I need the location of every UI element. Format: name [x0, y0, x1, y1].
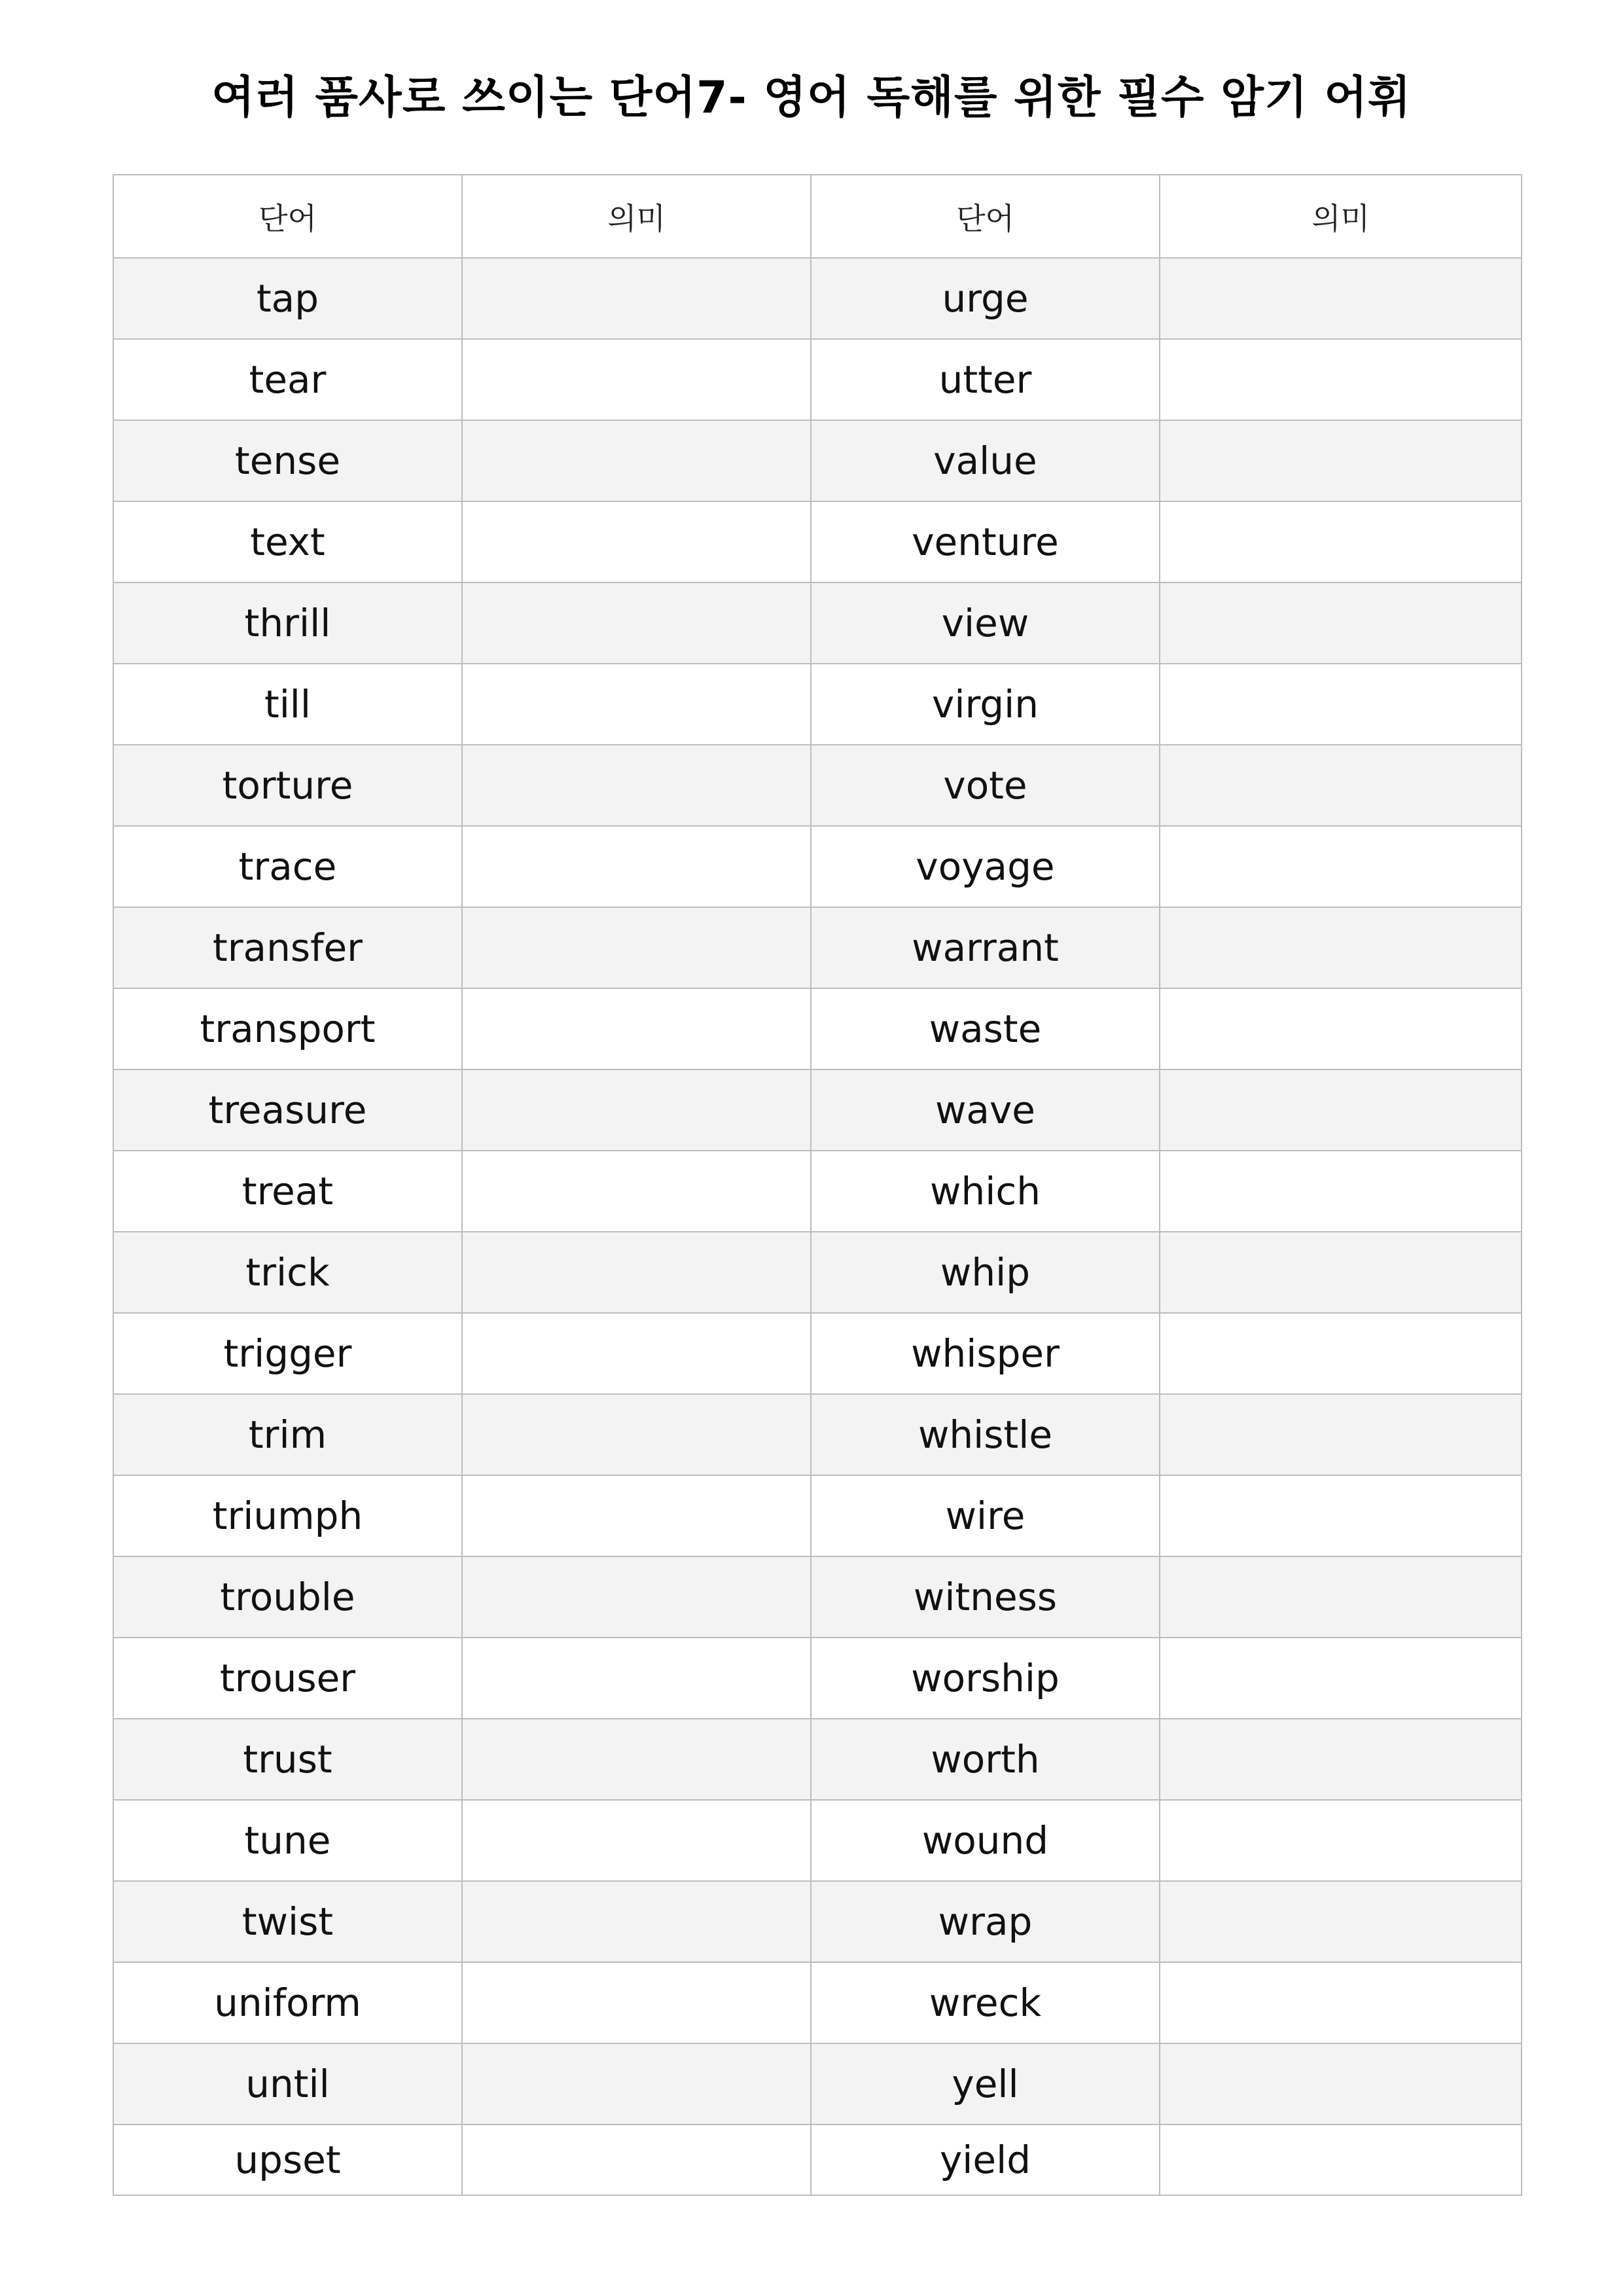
word-cell-left: trouble — [113, 1556, 462, 1638]
meaning-cell-right[interactable] — [1160, 258, 1522, 339]
table-row — [113, 1069, 1522, 1151]
page-title: 여러 품사로 쓰이는 단어7- 영어 독해를 위한 필수 암기 어휘 — [211, 72, 1412, 124]
word-cell-left: trim — [113, 1394, 462, 1475]
meaning-cell-right[interactable] — [1160, 1719, 1522, 1800]
meaning-cell-right[interactable] — [1160, 1556, 1522, 1638]
header-row — [113, 175, 1522, 258]
table-row — [113, 420, 1522, 501]
meaning-cell-left[interactable] — [462, 1719, 811, 1800]
table-row — [113, 1313, 1522, 1394]
word-cell-right: virgin — [811, 664, 1160, 745]
word-cell-right: which — [811, 1151, 1160, 1232]
word-cell-left: tune — [113, 1800, 462, 1881]
meaning-cell-right[interactable] — [1160, 501, 1522, 583]
meaning-cell-left[interactable] — [462, 1556, 811, 1638]
meaning-cell-right[interactable] — [1160, 1475, 1522, 1556]
word-cell-right: wire — [811, 1475, 1160, 1556]
word-cell-right: waste — [811, 988, 1160, 1069]
word-cell-right: utter — [811, 339, 1160, 420]
meaning-cell-right[interactable] — [1160, 1800, 1522, 1881]
word-cell-left: torture — [113, 745, 462, 826]
word-cell-left: treasure — [113, 1069, 462, 1151]
word-cell-right: urge — [811, 258, 1160, 339]
header-meaning-left: 의미 — [462, 175, 811, 258]
word-cell-right: yell — [811, 2043, 1160, 2125]
meaning-cell-left[interactable] — [462, 339, 811, 420]
meaning-cell-right[interactable] — [1160, 907, 1522, 988]
word-cell-right: wreck — [811, 1962, 1160, 2043]
meaning-cell-right[interactable] — [1160, 1962, 1522, 2043]
table-row — [113, 1232, 1522, 1313]
word-cell-left: trace — [113, 826, 462, 907]
meaning-cell-right[interactable] — [1160, 2043, 1522, 2125]
meaning-cell-left[interactable] — [462, 745, 811, 826]
meaning-cell-left[interactable] — [462, 1962, 811, 2043]
word-cell-left: text — [113, 501, 462, 583]
word-cell-right: worth — [811, 1719, 1160, 1800]
word-cell-left: thrill — [113, 583, 462, 664]
meaning-cell-left[interactable] — [462, 420, 811, 501]
meaning-cell-right[interactable] — [1160, 2125, 1522, 2195]
word-cell-left: triumph — [113, 1475, 462, 1556]
meaning-cell-left[interactable] — [462, 907, 811, 988]
word-cell-left: twist — [113, 1881, 462, 1962]
table-row — [113, 907, 1522, 988]
vocabulary-table-body — [113, 258, 1522, 2195]
table-row — [113, 826, 1522, 907]
word-cell-right: whisper — [811, 1313, 1160, 1394]
table-row — [113, 583, 1522, 664]
vocabulary-table — [113, 174, 1522, 2196]
table-row — [113, 1881, 1522, 1962]
meaning-cell-right[interactable] — [1160, 745, 1522, 826]
word-cell-right: venture — [811, 501, 1160, 583]
word-cell-right: warrant — [811, 907, 1160, 988]
table-row — [113, 2125, 1522, 2195]
meaning-cell-right[interactable] — [1160, 1069, 1522, 1151]
table-row — [113, 2043, 1522, 2125]
word-cell-right: worship — [811, 1638, 1160, 1719]
table-row — [113, 1800, 1522, 1881]
meaning-cell-left[interactable] — [462, 501, 811, 583]
meaning-cell-left[interactable] — [462, 1394, 811, 1475]
meaning-cell-left[interactable] — [462, 1881, 811, 1962]
word-cell-left: trigger — [113, 1313, 462, 1394]
word-cell-right: wave — [811, 1069, 1160, 1151]
table-row — [113, 988, 1522, 1069]
word-cell-right: whistle — [811, 1394, 1160, 1475]
meaning-cell-right[interactable] — [1160, 664, 1522, 745]
meaning-cell-left[interactable] — [462, 826, 811, 907]
word-cell-left: upset — [113, 2125, 462, 2195]
word-cell-left: tense — [113, 420, 462, 501]
meaning-cell-right[interactable] — [1160, 1881, 1522, 1962]
meaning-cell-right[interactable] — [1160, 583, 1522, 664]
word-cell-right: yield — [811, 2125, 1160, 2195]
meaning-cell-right[interactable] — [1160, 339, 1522, 420]
meaning-cell-right[interactable] — [1160, 420, 1522, 501]
header-meaning-right: 의미 — [1160, 175, 1522, 258]
meaning-cell-left[interactable] — [462, 1069, 811, 1151]
meaning-cell-left[interactable] — [462, 583, 811, 664]
meaning-cell-right[interactable] — [1160, 826, 1522, 907]
meaning-cell-right[interactable] — [1160, 988, 1522, 1069]
word-cell-right: witness — [811, 1556, 1160, 1638]
table-row — [113, 1719, 1522, 1800]
word-cell-left: trouser — [113, 1638, 462, 1719]
table-row — [113, 1962, 1522, 2043]
table-row — [113, 1638, 1522, 1719]
word-cell-right: wrap — [811, 1881, 1160, 1962]
meaning-cell-left[interactable] — [462, 1638, 811, 1719]
meaning-cell-right[interactable] — [1160, 1232, 1522, 1313]
table-row — [113, 339, 1522, 420]
meaning-cell-right[interactable] — [1160, 1394, 1522, 1475]
meaning-cell-left[interactable] — [462, 1313, 811, 1394]
word-cell-left: transport — [113, 988, 462, 1069]
meaning-cell-left[interactable] — [462, 258, 811, 339]
table-row — [113, 1394, 1522, 1475]
word-cell-left: treat — [113, 1151, 462, 1232]
word-cell-right: whip — [811, 1232, 1160, 1313]
meaning-cell-left[interactable] — [462, 988, 811, 1069]
header-word-left: 단어 — [113, 175, 462, 258]
word-cell-right: value — [811, 420, 1160, 501]
meaning-cell-right[interactable] — [1160, 1151, 1522, 1232]
table-row — [113, 501, 1522, 583]
table-row — [113, 664, 1522, 745]
table-row — [113, 745, 1522, 826]
word-cell-right: vote — [811, 745, 1160, 826]
word-cell-left: until — [113, 2043, 462, 2125]
meaning-cell-left[interactable] — [462, 1151, 811, 1232]
word-cell-left: tear — [113, 339, 462, 420]
meaning-cell-left[interactable] — [462, 1800, 811, 1881]
meaning-cell-left[interactable] — [462, 664, 811, 745]
word-cell-left: tap — [113, 258, 462, 339]
meaning-cell-left[interactable] — [462, 1232, 811, 1313]
word-cell-left: transfer — [113, 907, 462, 988]
meaning-cell-left[interactable] — [462, 2043, 811, 2125]
word-cell-left: uniform — [113, 1962, 462, 2043]
meaning-cell-right[interactable] — [1160, 1313, 1522, 1394]
word-cell-left: trust — [113, 1719, 462, 1800]
word-cell-right: voyage — [811, 826, 1160, 907]
meaning-cell-right[interactable] — [1160, 1638, 1522, 1719]
table-row — [113, 1475, 1522, 1556]
table-row — [113, 1556, 1522, 1638]
table-row — [113, 258, 1522, 339]
header-word-right: 단어 — [811, 175, 1160, 258]
word-cell-left: till — [113, 664, 462, 745]
table-row — [113, 1151, 1522, 1232]
word-cell-left: trick — [113, 1232, 462, 1313]
word-cell-right: view — [811, 583, 1160, 664]
meaning-cell-left[interactable] — [462, 1475, 811, 1556]
meaning-cell-left[interactable] — [462, 2125, 811, 2195]
word-cell-right: wound — [811, 1800, 1160, 1881]
